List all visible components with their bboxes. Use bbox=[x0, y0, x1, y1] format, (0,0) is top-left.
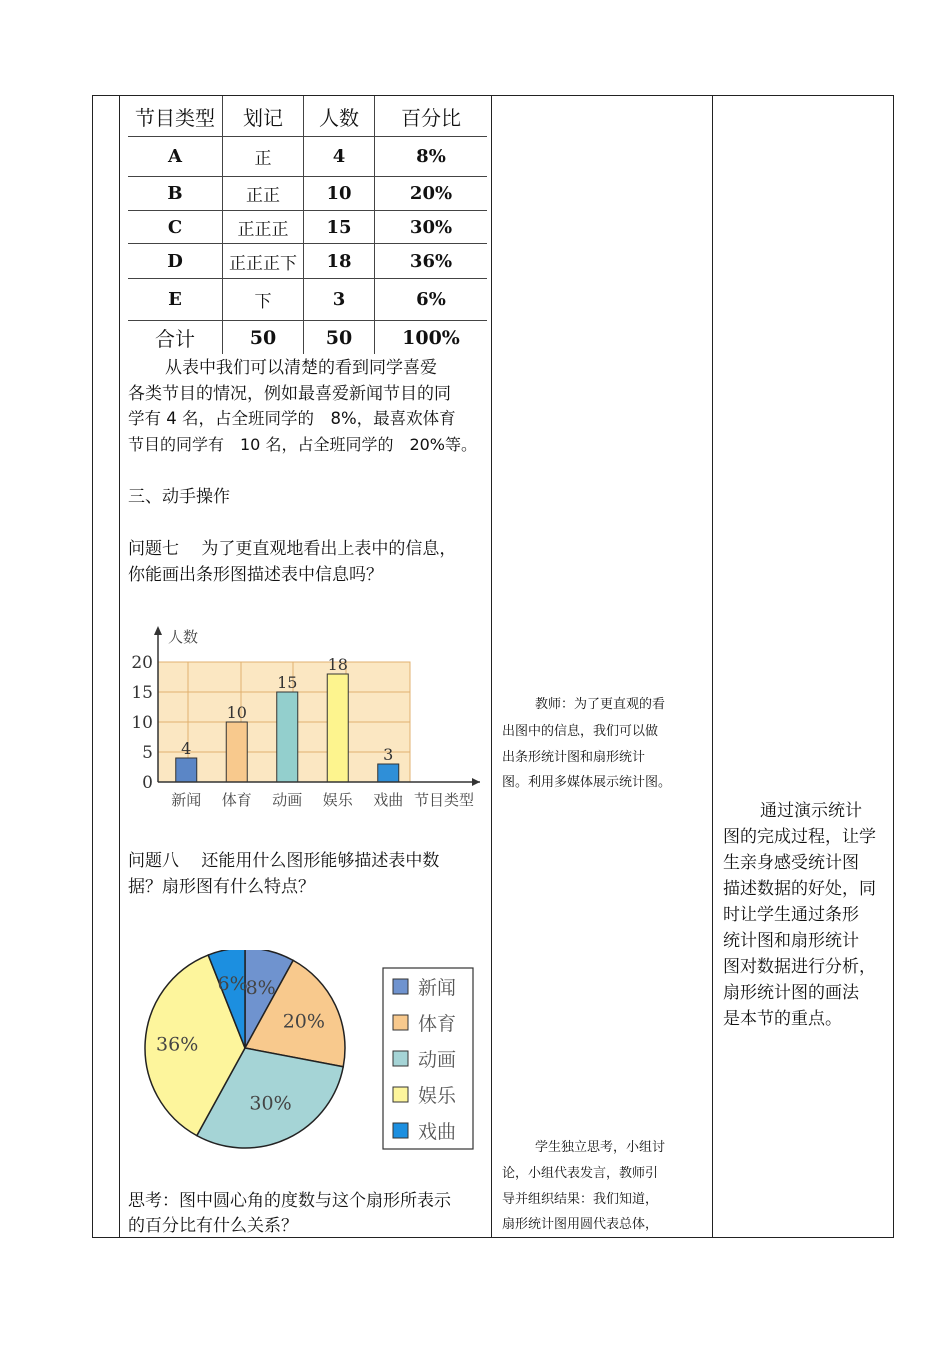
x-tick-label: 新闻 bbox=[171, 791, 202, 809]
legend-label: 戏曲 bbox=[418, 1121, 457, 1143]
question-eight: 问题八 还能用什么图形能够描述表中数 bbox=[128, 851, 440, 871]
column-divider-2 bbox=[491, 95, 492, 1238]
slice-label: 8% bbox=[245, 976, 276, 999]
header-cell: 人数 bbox=[304, 96, 375, 137]
y-tick-label: 15 bbox=[131, 683, 153, 703]
question-seven: 问题七 为了更直观地看出上表中的信息， bbox=[128, 539, 457, 559]
teacher-note-line: 出图中的信息，我们可以做 bbox=[502, 724, 659, 739]
teacher-note-line: 教师：为了更直观的看 bbox=[535, 697, 666, 712]
table-cell: 4 bbox=[304, 137, 375, 177]
intent-line: 扇形统计图的画法 bbox=[723, 983, 859, 1003]
legend-label: 体育 bbox=[418, 1013, 457, 1035]
question-seven-cont: 你能画出条形图描述表中信息吗？ bbox=[128, 565, 383, 585]
teacher-note-line: 出条形统计图和扇形统计 bbox=[502, 750, 646, 765]
bar-value-label: 4 bbox=[181, 739, 192, 758]
header-cell: 划记 bbox=[223, 96, 304, 137]
table-total-row bbox=[128, 321, 487, 355]
paragraph-line: 节目的同学有 10 名，占全班同学的 20%等。 bbox=[128, 435, 478, 454]
intent-line: 时让学生通过条形 bbox=[723, 905, 859, 925]
table-cell: 36% bbox=[375, 244, 488, 279]
bar bbox=[226, 722, 247, 782]
y-tick-label: 5 bbox=[142, 743, 153, 763]
legend-label: 新闻 bbox=[418, 977, 457, 999]
table-cell: 10 bbox=[304, 177, 375, 211]
tally-cell: 下 bbox=[223, 279, 304, 321]
table-cell: 20% bbox=[375, 177, 488, 211]
table-cell: 3 bbox=[304, 279, 375, 321]
table-row bbox=[128, 279, 487, 321]
x-tick-label: 体育 bbox=[221, 791, 252, 809]
bar bbox=[378, 764, 399, 782]
slice-label: 6% bbox=[217, 973, 248, 996]
pie-chart bbox=[128, 950, 490, 1160]
legend-swatch bbox=[393, 1051, 408, 1066]
table-cell: 50 bbox=[304, 321, 375, 355]
x-axis-arrow bbox=[472, 778, 480, 786]
tally-cell: 正 bbox=[223, 137, 304, 177]
slice-label: 30% bbox=[249, 1092, 292, 1115]
table-cell: 30% bbox=[375, 211, 488, 244]
tally-cell: 正正正 bbox=[223, 211, 304, 244]
header-cell: 百分比 bbox=[375, 96, 488, 137]
bar-value-label: 15 bbox=[277, 673, 298, 692]
intent-line: 生亲身感受统计图 bbox=[723, 853, 859, 873]
table-cell: B bbox=[128, 177, 223, 211]
think-question-cont: 的百分比有什么关系？ bbox=[128, 1216, 298, 1236]
legend-swatch bbox=[393, 1123, 408, 1138]
paragraph-line: 从表中我们可以清楚的看到同学喜爱 bbox=[165, 358, 437, 378]
teacher-note-line: 图。利用多媒体展示统计图。 bbox=[502, 775, 672, 790]
paragraph-line: 学有 4 名，占全班同学的 8%，最喜欢体育 bbox=[128, 409, 456, 428]
legend-swatch bbox=[393, 1015, 408, 1030]
bar bbox=[277, 692, 298, 782]
bar bbox=[176, 758, 197, 782]
student-activity-line: 学生独立思考，小组讨 bbox=[535, 1140, 666, 1155]
table-row bbox=[128, 211, 487, 244]
bar-value-label: 3 bbox=[383, 745, 394, 764]
legend-label: 动画 bbox=[418, 1049, 457, 1071]
intent-line: 描述数据的好处，同 bbox=[723, 879, 876, 899]
bar-value-label: 10 bbox=[226, 703, 247, 722]
x-tick-label: 娱乐 bbox=[322, 791, 353, 809]
question-eight-cont: 据？扇形图有什么特点？ bbox=[128, 877, 315, 897]
student-activity-line: 扇形统计图用圆代表总体， bbox=[502, 1217, 659, 1232]
y-axis-label: 人数 bbox=[168, 628, 199, 646]
table-header-row bbox=[128, 96, 487, 137]
student-activity-line: 论，小组代表发言，教师引 bbox=[502, 1166, 659, 1181]
tally-cell: 正正正下 bbox=[223, 244, 304, 279]
table-cell: 100% bbox=[375, 321, 488, 355]
student-activity-line: 导并组织结果：我们知道， bbox=[502, 1192, 659, 1207]
x-tick-label: 动画 bbox=[272, 791, 303, 809]
table-cell: 合计 bbox=[155, 327, 195, 351]
bar bbox=[327, 674, 348, 782]
column-divider-1 bbox=[119, 95, 120, 1238]
table-cell: 50 bbox=[223, 321, 304, 355]
slice-label: 20% bbox=[282, 1010, 325, 1033]
table-cell: 15 bbox=[304, 211, 375, 244]
table-cell: 6% bbox=[375, 279, 488, 321]
bar-chart bbox=[128, 612, 490, 817]
y-tick-label: 20 bbox=[131, 653, 153, 673]
slice-label: 36% bbox=[156, 1033, 199, 1056]
column-divider-3 bbox=[712, 95, 713, 1238]
intent-line: 通过演示统计 bbox=[760, 801, 862, 821]
x-tick-label: 戏曲 bbox=[373, 791, 404, 809]
intent-line: 图的完成过程，让学 bbox=[723, 827, 876, 847]
bar-value-label: 18 bbox=[327, 655, 348, 674]
table-row bbox=[128, 244, 487, 279]
intent-line: 是本节的重点。 bbox=[723, 1009, 842, 1029]
table-cell: C bbox=[128, 211, 223, 244]
intent-line: 统计图和扇形统计 bbox=[723, 931, 859, 951]
table-cell: D bbox=[128, 244, 223, 279]
legend-label: 娱乐 bbox=[418, 1085, 457, 1107]
intent-line: 图对数据进行分析， bbox=[723, 957, 876, 977]
header-cell: 节目类型 bbox=[128, 96, 223, 137]
table-row bbox=[128, 137, 487, 177]
think-question: 思考：图中圆心角的度数与这个扇形所表示 bbox=[128, 1191, 451, 1211]
table-cell: E bbox=[128, 279, 223, 321]
table-cell: A bbox=[128, 137, 223, 177]
frequency-table bbox=[128, 96, 487, 354]
table-cell: 8% bbox=[375, 137, 488, 177]
x-axis-label: 节目类型 bbox=[414, 791, 475, 809]
table-cell: 18 bbox=[304, 244, 375, 279]
paragraph-line: 各类节目的情况，例如最喜爱新闻节目的同 bbox=[128, 384, 451, 404]
section-heading: 三、动手操作 bbox=[128, 487, 230, 507]
table-row bbox=[128, 177, 487, 211]
legend-swatch bbox=[393, 979, 408, 994]
y-tick-label: 0 bbox=[142, 773, 153, 793]
legend-swatch bbox=[393, 1087, 408, 1102]
y-axis-arrow bbox=[154, 626, 162, 635]
tally-cell: 正正 bbox=[223, 177, 304, 211]
y-tick-label: 10 bbox=[131, 713, 153, 733]
